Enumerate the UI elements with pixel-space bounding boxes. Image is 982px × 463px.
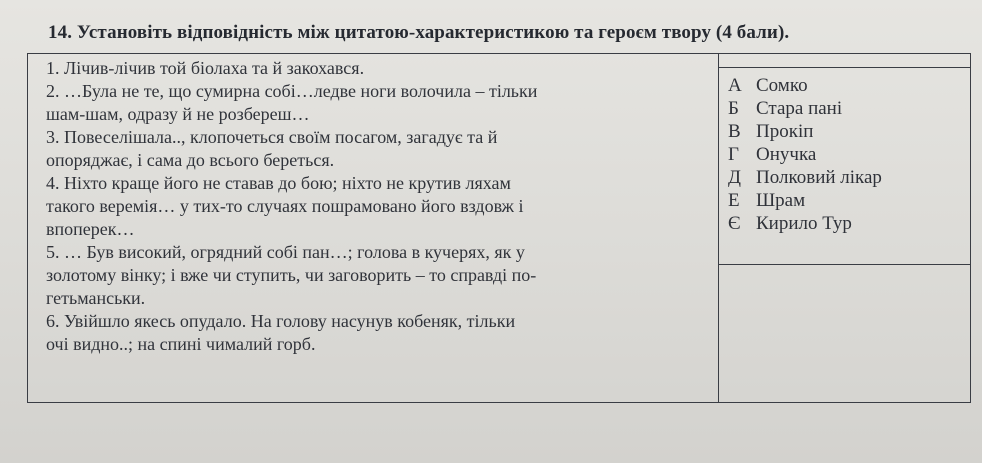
hero-name: Прокіп [756,121,814,142]
matching-table [27,53,971,403]
quote-line: такого веремія… у тих-то случаях пошрамовано його вздовж і [46,196,524,216]
quote-line: опоряджає, і сама до всього береться. [46,150,335,170]
hero-letter: Є [728,213,741,234]
hero-letter: Е [728,190,740,211]
quotes-column [46,57,711,356]
hero-name: Сомко [756,75,808,96]
hero-name: Полковий лікар [756,167,882,188]
hero-letter: Д [728,167,741,188]
hero-name: Стара пані [756,98,843,119]
quote-line: 3. Повеселішала.., клопочеться своїм посагом, загадує та й [46,127,498,147]
hero-item [728,97,882,120]
hero-item [728,166,882,189]
hero-item [728,189,882,212]
hero-name: Шрам [756,190,806,211]
hero-item [728,143,882,166]
quote-line: шам-шам, одразу й не розбереш… [46,104,310,124]
quote-line: гетьманськи. [46,288,146,308]
quote-line: 5. … Був високий, огрядний собі пан…; голова в кучерях, як у [46,242,525,262]
column-divider [718,54,719,402]
hero-name: Онучка [756,144,817,165]
hero-letter: Б [728,98,739,119]
heroes-column [728,74,882,235]
quote-line: золотому вінку; і вже чи ступить, чи заговорить – то справді по- [46,265,537,285]
hero-letter: Г [728,144,739,165]
quote-line: 6. Увійшло якесь опудало. На голову насунув кобеняк, тільки [46,311,516,331]
hero-letter: А [728,75,742,96]
hero-letter: В [728,121,741,142]
task-title: 14. Установіть відповідність між цитатою-характеристикою та героєм твору (4 бали). [48,22,790,43]
quote-line: впоперек… [46,219,135,239]
heroes-bottom-border [718,264,970,265]
hero-item [728,74,882,97]
quote-line: 2. …Була не те, що сумирна собі…ледве ноги волочила – тільки [46,81,538,101]
quote-line: 4. Ніхто краще його не ставав до бою; ніхто не крутив ляхам [46,173,511,193]
hero-item [728,212,882,235]
hero-name: Кирило Тур [756,213,852,234]
quote-line: 1. Лічив-лічив той біолаха та й закохався. [46,58,365,78]
heroes-top-border [718,67,970,68]
hero-item [728,120,882,143]
quote-line: очі видно..; на спині чималий горб. [46,334,316,354]
